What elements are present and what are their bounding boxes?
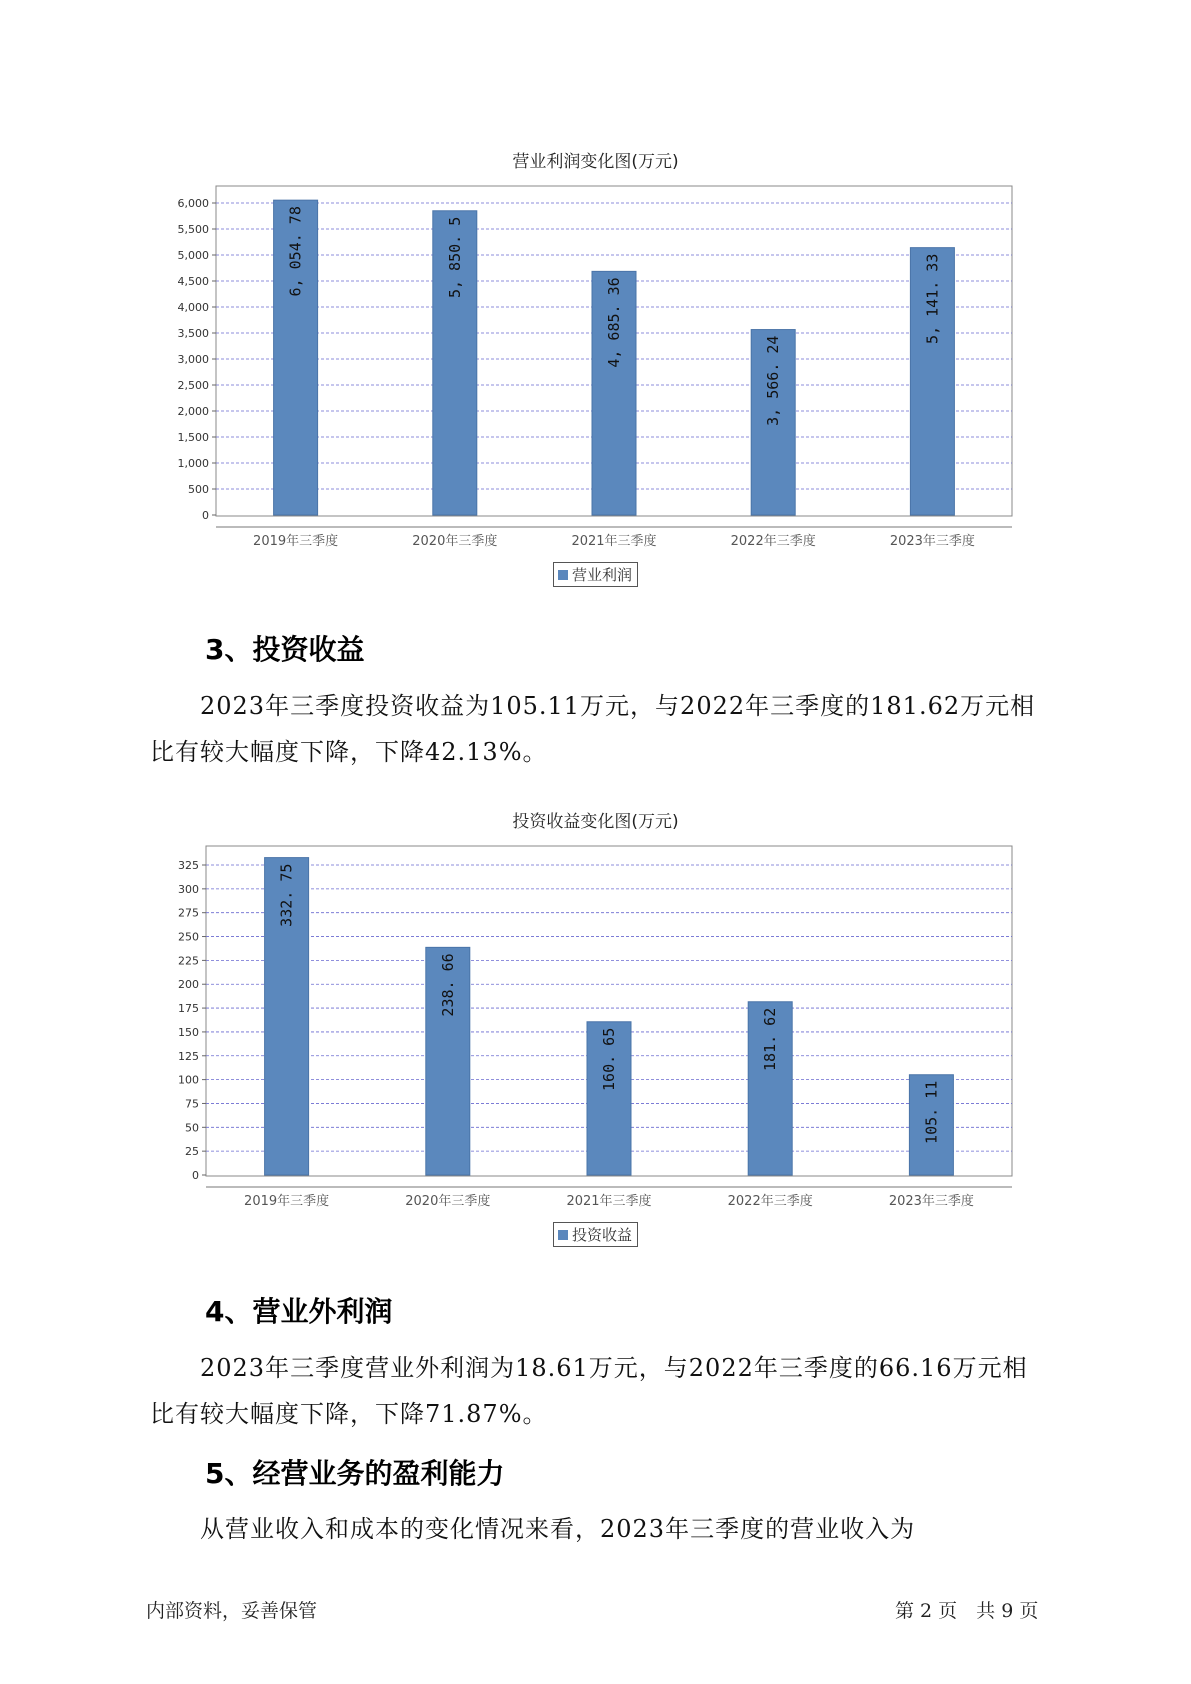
section-text-investment-income: 2023年三季度投资收益为105.11万元，与2022年三季度的181.62万元相比有较大幅度下降，下降42.13%。 [150,692,1036,766]
y-tick-label: 175 [178,1002,199,1016]
y-tick-label: 300 [178,882,199,896]
operating-profit-bar-chart [0,140,1191,580]
data-label: 160. 65 [600,1027,618,1091]
section-heading-profitability: 5、经营业务的盈利能力 [205,1457,505,1490]
chart-title: 投资收益变化图(万元) [512,812,679,832]
data-label: 181. 62 [761,1007,780,1071]
y-tick-label: 2,000 [177,405,209,418]
investment-income-chart [0,800,1191,1244]
data-label: 5, 850. 5 [445,216,464,299]
data-label: 6, 054. 78 [286,206,305,297]
y-tick-label: 100 [178,1073,199,1087]
y-tick-label: 125 [178,1049,199,1063]
data-label: 5, 141. 33 [923,253,942,344]
x-category-label: 2023年三季度 [889,534,975,549]
section-text-profitability: 从营业收入和成本的变化情况来看，2023年三季度的营业收入为 [200,1515,916,1543]
y-tick-label: 250 [178,930,199,944]
x-category-label: 2023年三季度 [888,1194,974,1209]
y-tick-label: 1,000 [177,457,209,470]
section-text-non-operating-profit: 2023年三季度营业外利润为18.61万元，与2022年三季度的66.16万元相比有较大幅度下降，下降71.87%。 [150,1354,1028,1428]
x-category-label: 2021年三季度 [566,1194,652,1209]
legend-label: 投资收益 [572,1226,633,1244]
data-label: 3, 566. 24 [764,335,783,426]
y-tick-label: 6,000 [177,197,209,210]
y-tick-label: 4,500 [177,275,209,288]
data-label: 4, 685. 36 [605,277,623,368]
y-tick-label: 275 [178,906,199,920]
data-label: 238. 66 [438,953,457,1017]
x-category-label: 2019年三季度 [244,1194,330,1209]
x-category-label: 2022年三季度 [730,534,816,549]
x-category-label: 2020年三季度 [405,1194,491,1209]
y-tick-label: 0 [192,1169,199,1182]
y-tick-label: 3,000 [177,353,209,366]
section-heading-non-operating-profit: 4、营业外利润 [205,1295,393,1328]
x-category-label: 2022年三季度 [727,1194,813,1209]
y-tick-label: 50 [185,1121,199,1135]
footer-page-number: 第 2 页 共 9 页 [895,1600,1039,1622]
investment-income-bar-chart [0,800,1191,1240]
y-tick-label: 4,000 [177,301,209,314]
section-heading-investment-income: 3、投资收益 [205,633,365,666]
y-tick-label: 500 [188,483,209,496]
data-label: 105. 11 [922,1080,941,1144]
chart-legend [553,1222,638,1247]
y-tick-label: 1,500 [177,431,209,444]
y-tick-label: 2,500 [177,379,209,392]
y-tick-label: 5,000 [177,249,209,262]
y-tick-label: 200 [178,978,199,992]
y-tick-label: 3,500 [177,327,209,340]
y-tick-label: 0 [202,509,209,522]
chart-title: 营业利润变化图(万元) [512,152,679,172]
x-category-label: 2020年三季度 [412,534,498,549]
chart-legend [553,562,638,587]
y-tick-label: 75 [185,1097,199,1111]
y-tick-label: 5,500 [177,223,209,236]
operating-profit-chart [0,140,1191,584]
x-category-label: 2019年三季度 [253,534,339,549]
footer-left: 内部资料，妥善保管 [146,1600,318,1622]
y-tick-label: 225 [178,954,199,968]
legend-swatch [558,570,568,580]
legend-swatch [558,1230,568,1240]
data-label: 332. 75 [277,863,296,927]
legend-label: 营业利润 [572,566,633,584]
y-tick-label: 325 [178,859,199,872]
x-category-label: 2021年三季度 [571,534,657,549]
y-tick-label: 25 [185,1145,199,1159]
y-tick-label: 150 [178,1025,199,1039]
